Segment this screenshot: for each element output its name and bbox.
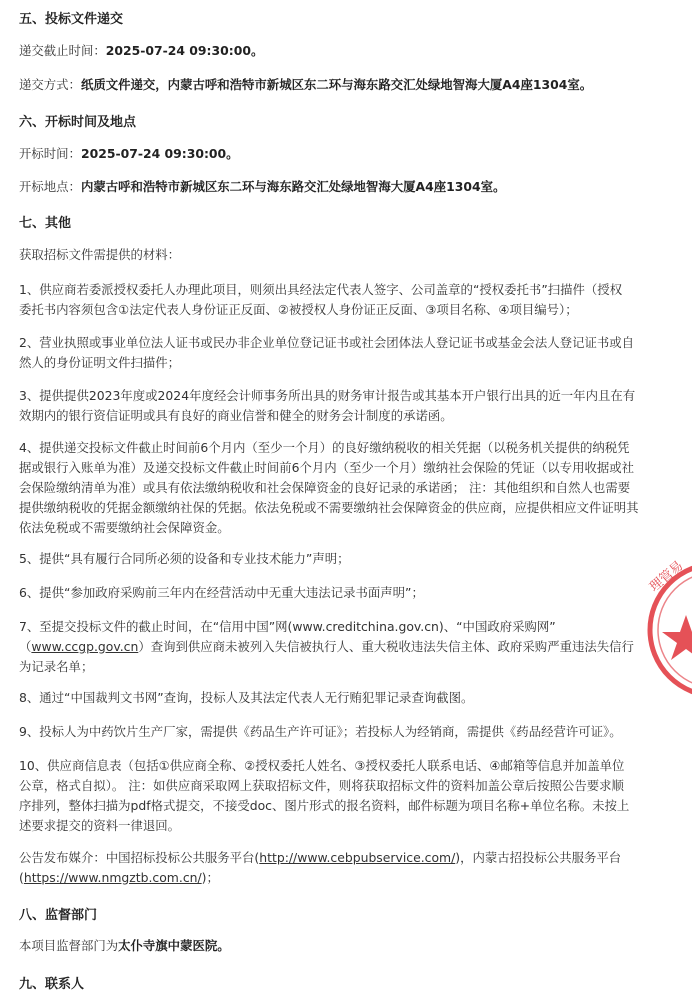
- list-item: [19, 280, 687, 320]
- section-6-title: 六、开标时间及地点: [19, 115, 137, 130]
- item7-text: ）查询到供应商未被列入失信被执行人、重大税收违法失信主体、政府采购严重违法失信行: [138, 639, 634, 654]
- list-item-line: 2、营业执照或事业单位法人证书或民办非企业单位登记证书或社会团体法人登记证书或基金会法人登记证书或自: [19, 335, 635, 350]
- publication-media: [19, 848, 687, 888]
- list-item-line: 10、供应商信息表（包括①供应商全称、②授权委托人姓名、③授权委托人联系电话、④邮箱等信息并加盖单位: [19, 758, 625, 773]
- supervision-label: 本项目监督部门为: [19, 938, 119, 953]
- list-item: [19, 386, 687, 426]
- section-5-title: 五、投标文件递交: [19, 12, 124, 27]
- nmgztb-link[interactable]: https://www.nmgztb.com.cn/: [23, 870, 202, 885]
- list-item-line: 1、供应商若委派授权委托人办理此项目，则须出具经法定代表人签字、公司盖章的“授权委托书”扫描件（授权: [19, 282, 623, 297]
- list-item: [19, 333, 687, 373]
- media-mid: )，内蒙古招投标公共服务平台: [455, 850, 622, 865]
- materials-intro: 获取招标文件需提供的材料：: [19, 247, 181, 262]
- opening-time-value: 2025-07-24 09:30:00。: [80, 146, 239, 161]
- submission-deadline-label: 递交截止时间：: [19, 43, 106, 58]
- publication-media-line: [19, 848, 687, 868]
- list-item-line: 序排列，整体扫描为pdf格式提交，不接受doc、图片形式的报名资料，邮件标题为项目名称+单位名称。未按上: [19, 798, 630, 813]
- section-7-title: 七、其他: [19, 216, 72, 231]
- list-item-line: 然人的身份证明文件扫描件；: [19, 355, 181, 370]
- list-item-line: [19, 637, 687, 657]
- list-item-line: 述要求提交的资料一律退回。: [19, 818, 181, 833]
- opening-time-label: 开标时间：: [19, 146, 81, 161]
- section-8-title: 八、监督部门: [19, 908, 98, 923]
- list-item-line: 依法免税或不需要缴纳社会保障资金。: [19, 520, 230, 535]
- list-item: [19, 688, 687, 708]
- list-item-line: 9、投标人为中药饮片生产厂家，需提供《药品生产许可证》；若投标人为经销商，需提供《药品经营许可证》。: [19, 724, 622, 739]
- media-end: )；: [201, 870, 219, 885]
- list-item-line: 6、提供“参加政府采购前三年内在经营活动中无重大违法记录书面声明”；: [19, 585, 424, 600]
- list-item: [19, 583, 687, 603]
- opening-place: [19, 177, 687, 197]
- supervision-value: 太仆寺旗中蒙医院。: [118, 938, 230, 953]
- list-item: [19, 722, 687, 742]
- submission-method-value: 纸质文件递交，内蒙古呼和浩特市新城区东二环与海东路交汇处绿地智海大厦A4座1304室。: [80, 77, 593, 92]
- supervision-department: [19, 936, 687, 956]
- list-item: [19, 549, 687, 569]
- list-item: [19, 438, 687, 538]
- list-item-line: 3、提供提供2023年度或2024年度经会计师事务所出具的财务审计报告或其基本开户银行出具的近一年内且在有: [19, 388, 636, 403]
- list-item-line: 公章，格式自拟）。 注：如供应商采取网上获取招标文件，则将获取招标文件的资料加盖公章后按照公告要求顺: [19, 778, 624, 793]
- section-9-title: 九、联系人: [19, 977, 85, 992]
- svg-text:理管易: 理管易: [646, 558, 687, 596]
- list-item-line: 4、提供递交投标文件截止时间前6个月内（至少一个月）的良好缴纳税收的相关凭据（以税务机关提供的纳税凭: [19, 440, 630, 455]
- submission-deadline-value: 2025-07-24 09:30:00。: [105, 43, 264, 58]
- list-item-line: 委托书内容须包含①法定代表人身份证正反面、②被授权人身份证正反面、③项目名称、④项目编号）；: [19, 302, 578, 317]
- paren-open: (: [19, 870, 24, 885]
- list-item-line: 7、至提交投标文件的截止时间，在“信用中国”网(www.creditchina.gov.cn)、“中国政府采购网”: [19, 619, 556, 634]
- submission-method: [19, 75, 687, 95]
- list-item-line: 据或银行入账单为准）及递交投标文件截止时间前6个月内（至少一个月）缴纳社会保险的凭证（以专用收据或社: [19, 460, 635, 475]
- list-item-line: 效期内的银行资信证明或具有良好的商业信誉和健全的财务会计制度的承诺函。: [19, 408, 453, 423]
- opening-time: [19, 144, 687, 164]
- submission-deadline: [19, 41, 687, 61]
- opening-place-label: 开标地点：: [19, 179, 81, 194]
- publication-media-line: [19, 868, 687, 888]
- list-item: [19, 617, 687, 677]
- list-item-line: 为记录名单；: [19, 659, 94, 674]
- list-item: [19, 756, 687, 836]
- ccgp-link[interactable]: www.ccgp.gov.cn: [31, 639, 139, 654]
- list-item-line: 提供缴纳税收的凭据金额缴纳社保的凭据。依法免税或不需要缴纳社会保障资金的供应商，应提供相应文件证明其: [19, 500, 639, 515]
- media-label: 公告发布媒介：中国招标投标公共服务平台(: [19, 850, 260, 865]
- list-item-line: 5、提供“具有履行合同所必须的设备和专业技术能力”声明；: [19, 551, 350, 566]
- list-item-line: 8、通过“中国裁判文书网”查询，投标人及其法定代表人无行贿犯罪记录查询截图。: [19, 690, 474, 705]
- opening-place-value: 内蒙古呼和浩特市新城区东二环与海东路交汇处绿地智海大厦A4座1304室。: [80, 179, 506, 194]
- list-item-line: 会保险缴纳清单为准）或具有依法缴纳税收和社会保障资金的良好记录的承诺函； 注：其他组织和自然人也需要: [19, 480, 631, 495]
- cebpubservice-link[interactable]: http://www.cebpubservice.com/: [259, 850, 456, 865]
- paren-open: （: [19, 639, 32, 654]
- submission-method-label: 递交方式：: [19, 77, 81, 92]
